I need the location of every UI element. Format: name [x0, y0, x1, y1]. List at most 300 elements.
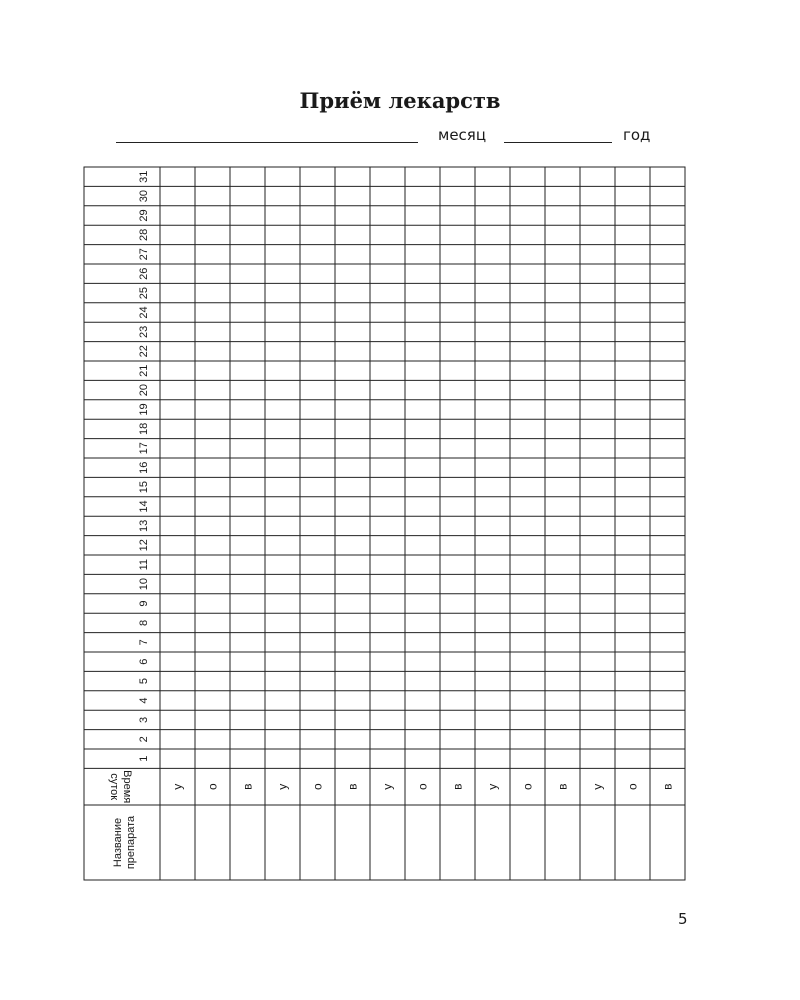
dose-check-cell[interactable] — [546, 537, 579, 554]
dose-check-cell[interactable] — [301, 401, 334, 418]
dose-check-cell[interactable] — [161, 265, 194, 282]
dose-check-cell[interactable] — [231, 498, 264, 515]
dose-check-cell[interactable] — [371, 517, 404, 534]
dose-check-cell[interactable] — [371, 556, 404, 573]
dose-check-cell[interactable] — [476, 246, 509, 263]
dose-check-cell[interactable] — [336, 343, 369, 360]
dose-check-cell[interactable] — [441, 478, 474, 495]
dose-check-cell[interactable] — [301, 420, 334, 437]
dose-check-cell[interactable] — [476, 168, 509, 185]
dose-check-cell[interactable] — [161, 381, 194, 398]
dose-check-cell[interactable] — [301, 556, 334, 573]
dose-check-cell[interactable] — [161, 362, 194, 379]
dose-check-cell[interactable] — [651, 653, 684, 670]
dose-check-cell[interactable] — [511, 595, 544, 612]
dose-check-cell[interactable] — [651, 498, 684, 515]
dose-check-cell[interactable] — [266, 750, 299, 767]
dose-check-cell[interactable] — [651, 575, 684, 592]
dose-check-cell[interactable] — [336, 284, 369, 301]
dose-check-cell[interactable] — [546, 207, 579, 224]
dose-check-cell[interactable] — [581, 537, 614, 554]
dose-check-cell[interactable] — [231, 711, 264, 728]
dose-check-cell[interactable] — [161, 731, 194, 748]
dose-check-cell[interactable] — [196, 556, 229, 573]
dose-check-cell[interactable] — [511, 498, 544, 515]
dose-check-cell[interactable] — [546, 575, 579, 592]
dose-check-cell[interactable] — [406, 440, 439, 457]
dose-check-cell[interactable] — [196, 362, 229, 379]
dose-check-cell[interactable] — [546, 459, 579, 476]
dose-check-cell[interactable] — [616, 459, 649, 476]
drug-name-cell[interactable] — [511, 806, 544, 879]
dose-check-cell[interactable] — [616, 517, 649, 534]
dose-check-cell[interactable] — [266, 478, 299, 495]
dose-check-cell[interactable] — [196, 498, 229, 515]
dose-check-cell[interactable] — [406, 478, 439, 495]
dose-check-cell[interactable] — [581, 265, 614, 282]
dose-check-cell[interactable] — [266, 381, 299, 398]
dose-check-cell[interactable] — [651, 556, 684, 573]
dose-check-cell[interactable] — [231, 750, 264, 767]
dose-check-cell[interactable] — [476, 711, 509, 728]
dose-check-cell[interactable] — [161, 226, 194, 243]
dose-check-cell[interactable] — [546, 634, 579, 651]
drug-name-cell[interactable] — [581, 806, 614, 879]
drug-name-cell[interactable] — [161, 806, 194, 879]
dose-check-cell[interactable] — [196, 653, 229, 670]
dose-check-cell[interactable] — [231, 304, 264, 321]
dose-check-cell[interactable] — [406, 537, 439, 554]
dose-check-cell[interactable] — [231, 420, 264, 437]
dose-check-cell[interactable] — [406, 323, 439, 340]
dose-check-cell[interactable] — [441, 517, 474, 534]
dose-check-cell[interactable] — [581, 653, 614, 670]
dose-check-cell[interactable] — [266, 595, 299, 612]
dose-check-cell[interactable] — [546, 692, 579, 709]
dose-check-cell[interactable] — [371, 575, 404, 592]
dose-check-cell[interactable] — [231, 187, 264, 204]
dose-check-cell[interactable] — [231, 478, 264, 495]
dose-check-cell[interactable] — [476, 498, 509, 515]
dose-check-cell[interactable] — [336, 634, 369, 651]
dose-check-cell[interactable] — [161, 207, 194, 224]
dose-check-cell[interactable] — [511, 711, 544, 728]
dose-check-cell[interactable] — [651, 478, 684, 495]
dose-check-cell[interactable] — [231, 440, 264, 457]
dose-check-cell[interactable] — [371, 459, 404, 476]
dose-check-cell[interactable] — [476, 537, 509, 554]
dose-check-cell[interactable] — [441, 614, 474, 631]
dose-check-cell[interactable] — [546, 750, 579, 767]
dose-check-cell[interactable] — [266, 634, 299, 651]
dose-check-cell[interactable] — [441, 401, 474, 418]
dose-check-cell[interactable] — [441, 168, 474, 185]
dose-check-cell[interactable] — [581, 207, 614, 224]
dose-check-cell[interactable] — [616, 187, 649, 204]
dose-check-cell[interactable] — [266, 420, 299, 437]
dose-check-cell[interactable] — [196, 246, 229, 263]
dose-check-cell[interactable] — [651, 614, 684, 631]
dose-check-cell[interactable] — [371, 246, 404, 263]
dose-check-cell[interactable] — [581, 498, 614, 515]
dose-check-cell[interactable] — [581, 711, 614, 728]
dose-check-cell[interactable] — [336, 556, 369, 573]
dose-check-cell[interactable] — [196, 478, 229, 495]
dose-check-cell[interactable] — [406, 692, 439, 709]
dose-check-cell[interactable] — [616, 478, 649, 495]
dose-check-cell[interactable] — [231, 362, 264, 379]
dose-check-cell[interactable] — [441, 187, 474, 204]
dose-check-cell[interactable] — [266, 246, 299, 263]
dose-check-cell[interactable] — [266, 284, 299, 301]
dose-check-cell[interactable] — [546, 362, 579, 379]
dose-check-cell[interactable] — [266, 362, 299, 379]
dose-check-cell[interactable] — [651, 692, 684, 709]
dose-check-cell[interactable] — [196, 265, 229, 282]
dose-check-cell[interactable] — [616, 750, 649, 767]
dose-check-cell[interactable] — [336, 517, 369, 534]
dose-check-cell[interactable] — [301, 284, 334, 301]
dose-check-cell[interactable] — [231, 517, 264, 534]
dose-check-cell[interactable] — [581, 226, 614, 243]
dose-check-cell[interactable] — [371, 537, 404, 554]
dose-check-cell[interactable] — [581, 323, 614, 340]
dose-check-cell[interactable] — [371, 284, 404, 301]
dose-check-cell[interactable] — [511, 672, 544, 689]
dose-check-cell[interactable] — [301, 459, 334, 476]
dose-check-cell[interactable] — [511, 750, 544, 767]
dose-check-cell[interactable] — [651, 672, 684, 689]
dose-check-cell[interactable] — [371, 420, 404, 437]
dose-check-cell[interactable] — [511, 207, 544, 224]
dose-check-cell[interactable] — [441, 323, 474, 340]
dose-check-cell[interactable] — [231, 537, 264, 554]
dose-check-cell[interactable] — [231, 246, 264, 263]
dose-check-cell[interactable] — [266, 575, 299, 592]
dose-check-cell[interactable] — [231, 575, 264, 592]
dose-check-cell[interactable] — [336, 711, 369, 728]
dose-check-cell[interactable] — [406, 226, 439, 243]
dose-check-cell[interactable] — [511, 168, 544, 185]
dose-check-cell[interactable] — [546, 381, 579, 398]
dose-check-cell[interactable] — [651, 634, 684, 651]
drug-name-cell[interactable] — [546, 806, 579, 879]
dose-check-cell[interactable] — [161, 168, 194, 185]
dose-check-cell[interactable] — [511, 420, 544, 437]
drug-name-cell[interactable] — [441, 806, 474, 879]
dose-check-cell[interactable] — [161, 401, 194, 418]
dose-check-cell[interactable] — [441, 575, 474, 592]
dose-check-cell[interactable] — [231, 614, 264, 631]
dose-check-cell[interactable] — [266, 672, 299, 689]
dose-check-cell[interactable] — [476, 750, 509, 767]
dose-check-cell[interactable] — [651, 168, 684, 185]
dose-check-cell[interactable] — [266, 304, 299, 321]
dose-check-cell[interactable] — [651, 711, 684, 728]
dose-check-cell[interactable] — [406, 304, 439, 321]
dose-check-cell[interactable] — [301, 653, 334, 670]
dose-check-cell[interactable] — [371, 498, 404, 515]
dose-check-cell[interactable] — [476, 517, 509, 534]
dose-check-cell[interactable] — [511, 401, 544, 418]
dose-check-cell[interactable] — [161, 556, 194, 573]
dose-check-cell[interactable] — [196, 537, 229, 554]
dose-check-cell[interactable] — [231, 168, 264, 185]
dose-check-cell[interactable] — [651, 731, 684, 748]
dose-check-cell[interactable] — [266, 187, 299, 204]
dose-check-cell[interactable] — [301, 265, 334, 282]
dose-check-cell[interactable] — [161, 575, 194, 592]
dose-check-cell[interactable] — [616, 595, 649, 612]
dose-check-cell[interactable] — [371, 478, 404, 495]
dose-check-cell[interactable] — [476, 575, 509, 592]
dose-check-cell[interactable] — [441, 420, 474, 437]
dose-check-cell[interactable] — [406, 498, 439, 515]
dose-check-cell[interactable] — [546, 711, 579, 728]
dose-check-cell[interactable] — [336, 750, 369, 767]
dose-check-cell[interactable] — [476, 323, 509, 340]
drug-name-cell[interactable] — [371, 806, 404, 879]
dose-check-cell[interactable] — [266, 653, 299, 670]
dose-check-cell[interactable] — [581, 517, 614, 534]
dose-check-cell[interactable] — [406, 653, 439, 670]
dose-check-cell[interactable] — [616, 614, 649, 631]
dose-check-cell[interactable] — [476, 304, 509, 321]
dose-check-cell[interactable] — [336, 672, 369, 689]
dose-check-cell[interactable] — [441, 692, 474, 709]
dose-check-cell[interactable] — [301, 381, 334, 398]
dose-check-cell[interactable] — [476, 731, 509, 748]
dose-check-cell[interactable] — [406, 246, 439, 263]
drug-name-cell[interactable] — [651, 806, 684, 879]
dose-check-cell[interactable] — [301, 478, 334, 495]
dose-check-cell[interactable] — [581, 343, 614, 360]
dose-check-cell[interactable] — [546, 478, 579, 495]
dose-check-cell[interactable] — [406, 168, 439, 185]
dose-check-cell[interactable] — [546, 517, 579, 534]
dose-check-cell[interactable] — [546, 440, 579, 457]
dose-check-cell[interactable] — [301, 692, 334, 709]
dose-check-cell[interactable] — [196, 401, 229, 418]
dose-check-cell[interactable] — [441, 440, 474, 457]
dose-check-cell[interactable] — [616, 381, 649, 398]
dose-check-cell[interactable] — [581, 304, 614, 321]
drug-name-cell[interactable] — [196, 806, 229, 879]
dose-check-cell[interactable] — [476, 614, 509, 631]
dose-check-cell[interactable] — [196, 420, 229, 437]
dose-check-cell[interactable] — [231, 226, 264, 243]
dose-check-cell[interactable] — [196, 304, 229, 321]
dose-check-cell[interactable] — [161, 420, 194, 437]
dose-check-cell[interactable] — [511, 731, 544, 748]
dose-check-cell[interactable] — [511, 265, 544, 282]
drug-name-cell[interactable] — [231, 806, 264, 879]
dose-check-cell[interactable] — [581, 692, 614, 709]
dose-check-cell[interactable] — [616, 672, 649, 689]
dose-check-cell[interactable] — [196, 731, 229, 748]
dose-check-cell[interactable] — [651, 323, 684, 340]
dose-check-cell[interactable] — [196, 343, 229, 360]
dose-check-cell[interactable] — [441, 595, 474, 612]
dose-check-cell[interactable] — [546, 595, 579, 612]
dose-check-cell[interactable] — [301, 440, 334, 457]
dose-check-cell[interactable] — [651, 304, 684, 321]
dose-check-cell[interactable] — [441, 343, 474, 360]
dose-check-cell[interactable] — [651, 401, 684, 418]
dose-check-cell[interactable] — [616, 362, 649, 379]
drug-name-cell[interactable] — [336, 806, 369, 879]
dose-check-cell[interactable] — [371, 750, 404, 767]
dose-check-cell[interactable] — [476, 362, 509, 379]
dose-check-cell[interactable] — [266, 323, 299, 340]
dose-check-cell[interactable] — [476, 226, 509, 243]
dose-check-cell[interactable] — [476, 692, 509, 709]
dose-check-cell[interactable] — [616, 207, 649, 224]
dose-check-cell[interactable] — [161, 498, 194, 515]
dose-check-cell[interactable] — [511, 381, 544, 398]
dose-check-cell[interactable] — [476, 634, 509, 651]
dose-check-cell[interactable] — [196, 207, 229, 224]
dose-check-cell[interactable] — [196, 672, 229, 689]
dose-check-cell[interactable] — [651, 537, 684, 554]
dose-check-cell[interactable] — [161, 304, 194, 321]
dose-check-cell[interactable] — [476, 595, 509, 612]
dose-check-cell[interactable] — [301, 168, 334, 185]
dose-check-cell[interactable] — [196, 459, 229, 476]
dose-check-cell[interactable] — [371, 595, 404, 612]
dose-check-cell[interactable] — [336, 614, 369, 631]
dose-check-cell[interactable] — [441, 556, 474, 573]
dose-check-cell[interactable] — [336, 731, 369, 748]
dose-check-cell[interactable] — [371, 653, 404, 670]
dose-check-cell[interactable] — [161, 672, 194, 689]
dose-check-cell[interactable] — [546, 498, 579, 515]
dose-check-cell[interactable] — [406, 750, 439, 767]
dose-check-cell[interactable] — [336, 323, 369, 340]
dose-check-cell[interactable] — [301, 246, 334, 263]
dose-check-cell[interactable] — [161, 459, 194, 476]
dose-check-cell[interactable] — [651, 246, 684, 263]
dose-check-cell[interactable] — [231, 323, 264, 340]
dose-check-cell[interactable] — [651, 517, 684, 534]
dose-check-cell[interactable] — [476, 207, 509, 224]
dose-check-cell[interactable] — [336, 575, 369, 592]
dose-check-cell[interactable] — [371, 168, 404, 185]
dose-check-cell[interactable] — [266, 207, 299, 224]
dose-check-cell[interactable] — [371, 207, 404, 224]
dose-check-cell[interactable] — [371, 634, 404, 651]
dose-check-cell[interactable] — [441, 634, 474, 651]
dose-check-cell[interactable] — [511, 440, 544, 457]
dose-check-cell[interactable] — [266, 731, 299, 748]
dose-check-cell[interactable] — [336, 168, 369, 185]
dose-check-cell[interactable] — [266, 440, 299, 457]
dose-check-cell[interactable] — [266, 401, 299, 418]
dose-check-cell[interactable] — [161, 692, 194, 709]
dose-check-cell[interactable] — [616, 731, 649, 748]
dose-check-cell[interactable] — [546, 343, 579, 360]
dose-check-cell[interactable] — [581, 556, 614, 573]
dose-check-cell[interactable] — [651, 459, 684, 476]
dose-check-cell[interactable] — [546, 731, 579, 748]
dose-check-cell[interactable] — [196, 614, 229, 631]
dose-check-cell[interactable] — [196, 711, 229, 728]
dose-check-cell[interactable] — [476, 265, 509, 282]
dose-check-cell[interactable] — [266, 517, 299, 534]
dose-check-cell[interactable] — [301, 672, 334, 689]
dose-check-cell[interactable] — [581, 575, 614, 592]
dose-check-cell[interactable] — [406, 343, 439, 360]
dose-check-cell[interactable] — [511, 556, 544, 573]
dose-check-cell[interactable] — [616, 440, 649, 457]
dose-check-cell[interactable] — [476, 187, 509, 204]
dose-check-cell[interactable] — [336, 537, 369, 554]
dose-check-cell[interactable] — [581, 634, 614, 651]
dose-check-cell[interactable] — [511, 343, 544, 360]
dose-check-cell[interactable] — [441, 498, 474, 515]
dose-check-cell[interactable] — [301, 304, 334, 321]
dose-check-cell[interactable] — [161, 595, 194, 612]
dose-check-cell[interactable] — [581, 168, 614, 185]
dose-check-cell[interactable] — [616, 226, 649, 243]
dose-check-cell[interactable] — [196, 692, 229, 709]
dose-check-cell[interactable] — [511, 653, 544, 670]
dose-check-cell[interactable] — [616, 246, 649, 263]
dose-check-cell[interactable] — [651, 226, 684, 243]
dose-check-cell[interactable] — [371, 381, 404, 398]
dose-check-cell[interactable] — [441, 381, 474, 398]
dose-check-cell[interactable] — [301, 226, 334, 243]
dose-check-cell[interactable] — [371, 265, 404, 282]
dose-check-cell[interactable] — [406, 284, 439, 301]
dose-check-cell[interactable] — [406, 401, 439, 418]
dose-check-cell[interactable] — [581, 595, 614, 612]
drug-name-cell[interactable] — [476, 806, 509, 879]
dose-check-cell[interactable] — [301, 207, 334, 224]
dose-check-cell[interactable] — [406, 614, 439, 631]
dose-check-cell[interactable] — [231, 265, 264, 282]
dose-check-cell[interactable] — [476, 459, 509, 476]
dose-check-cell[interactable] — [336, 692, 369, 709]
dose-check-cell[interactable] — [301, 343, 334, 360]
dose-check-cell[interactable] — [616, 265, 649, 282]
dose-check-cell[interactable] — [546, 556, 579, 573]
dose-check-cell[interactable] — [406, 420, 439, 437]
dose-check-cell[interactable] — [511, 517, 544, 534]
dose-check-cell[interactable] — [231, 731, 264, 748]
dose-check-cell[interactable] — [616, 556, 649, 573]
dose-check-cell[interactable] — [476, 478, 509, 495]
dose-check-cell[interactable] — [406, 381, 439, 398]
dose-check-cell[interactable] — [161, 440, 194, 457]
dose-check-cell[interactable] — [231, 692, 264, 709]
dose-check-cell[interactable] — [476, 401, 509, 418]
dose-check-cell[interactable] — [266, 343, 299, 360]
dose-check-cell[interactable] — [581, 187, 614, 204]
dose-check-cell[interactable] — [371, 226, 404, 243]
dose-check-cell[interactable] — [406, 595, 439, 612]
dose-check-cell[interactable] — [266, 459, 299, 476]
dose-check-cell[interactable] — [336, 246, 369, 263]
dose-check-cell[interactable] — [546, 265, 579, 282]
dose-check-cell[interactable] — [651, 420, 684, 437]
dose-check-cell[interactable] — [371, 401, 404, 418]
dose-check-cell[interactable] — [651, 284, 684, 301]
dose-check-cell[interactable] — [546, 420, 579, 437]
dose-check-cell[interactable] — [616, 634, 649, 651]
dose-check-cell[interactable] — [336, 304, 369, 321]
dose-check-cell[interactable] — [511, 634, 544, 651]
